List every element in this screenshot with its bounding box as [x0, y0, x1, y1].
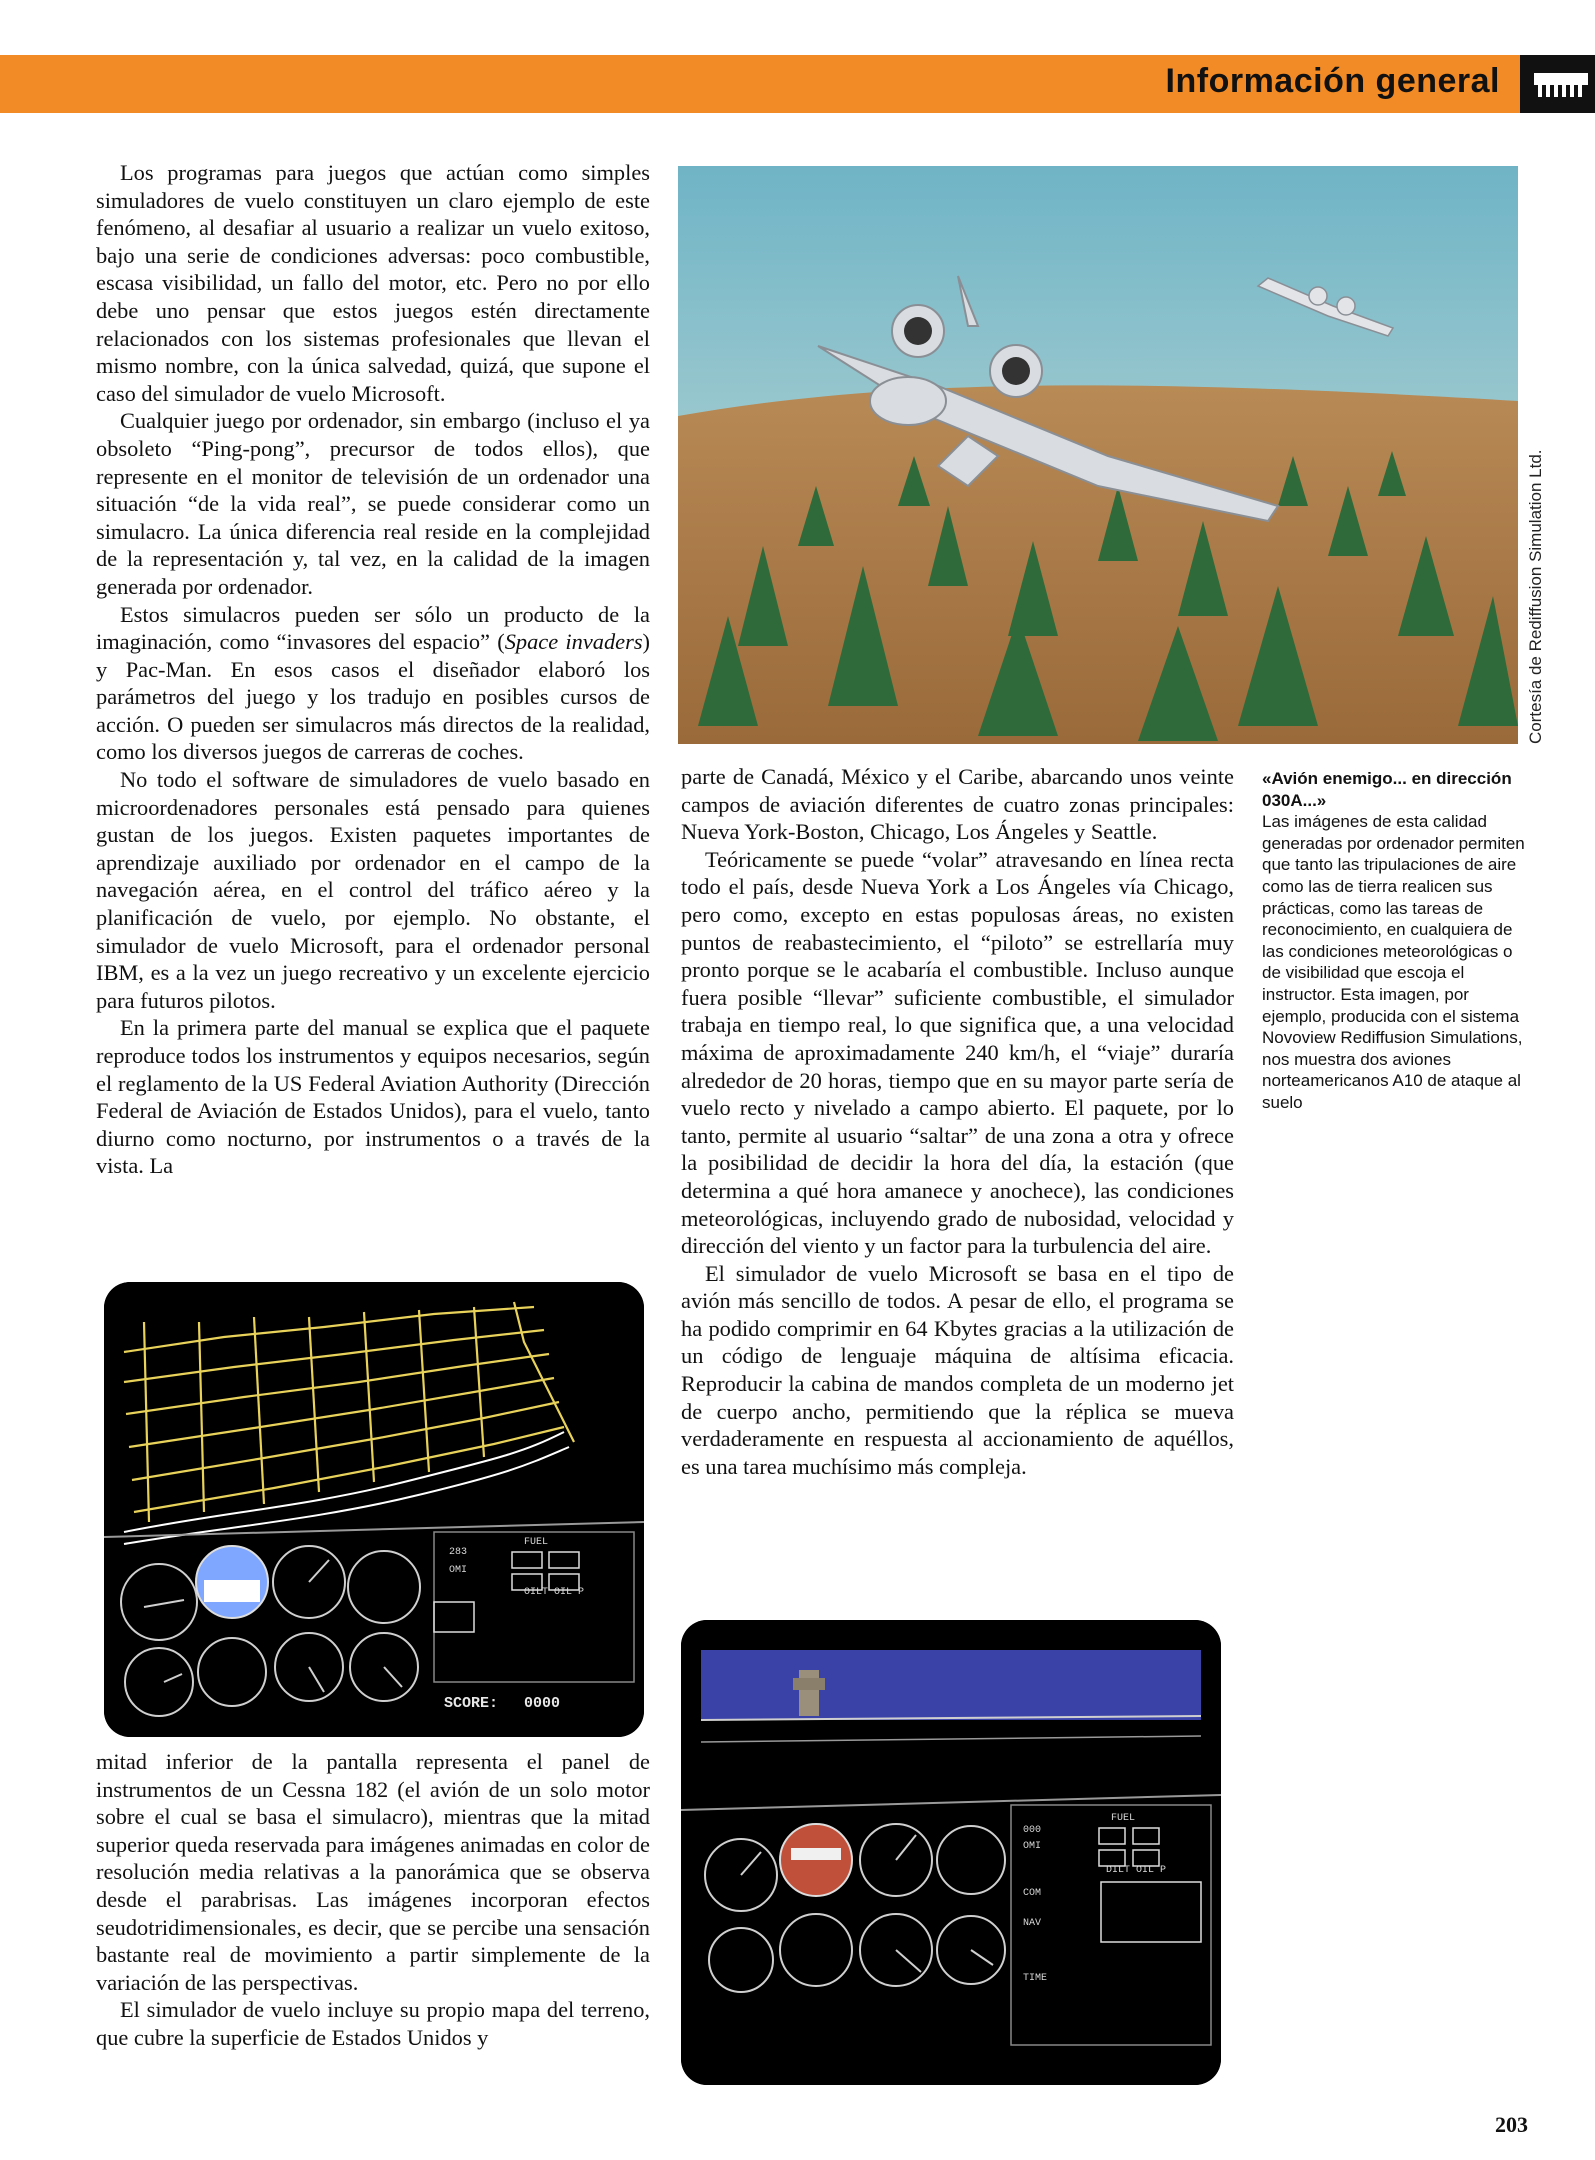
score-value: 0000: [524, 1695, 561, 1712]
paragraph: Teóricamente se puede “volar” atravesando en línea recta todo el país, desde Nueva York a Los Ángeles vía Chicago, pero como, excepto en estas populosas áreas, no existen puntos de reabastecimiento, el “piloto” se estrellaría muy pronto porque se le acabaría el combustible. Incluso aunque fuera posible “llevar” suficiente combustible, el simulador trabaja en tiempo real, lo que significa que, a una velocidad máxima de aproximadamente 240 km/h, el “viaje” duraría alrededor de 20 horas, tiempo que en su mayor parte sería de vuelo recto y nivelado a campo abierto. El paquete, por lo tanto, permite al usuario “saltar” de una zona a otra y ofrece la posibilidad de decidir la hora del día, la estación (que determina a qué hora amanece y anochece), las condiciones meteorológicas, incluyendo grado de nubosidad, velocidad y dirección del viento y un factor para la turbulencia del aire.: [681, 846, 1234, 1259]
page-number: 203: [1495, 2112, 1528, 2137]
score-label: SCORE:: [444, 1695, 499, 1712]
paragraph: El simulador de vuelo incluye su propio mapa del terreno, que cubre la superficie de Estados Unidos y: [96, 1997, 650, 2050]
svg-text:DILT OIL P: DILT OIL P: [1106, 1865, 1167, 1876]
paragraph: Estos simulacros pueden ser sólo un producto de la imaginación, como “invasores del espacio” (Space invaders) y Pac-Man. En esos casos el diseñador elaboró los parámetros del juego y los tradujo en posibles cursos de acción. O pueden ser simulacros más directos de la realidad, como los diversos juegos de carreras de coches.: [96, 601, 651, 765]
svg-text:OILT OIL P: OILT OIL P: [524, 1587, 585, 1598]
caption-body: Las imágenes de esta calidad generadas por ordenador permiten que tanto las tripulaciones de aire como las de tierra realicen sus prácticas, como las tareas de reconocimiento, en cualquiera de las condiciones meteorológicas o de visibilidad que escoja el instructor. Esta imagen, por ejemplo, producida con el sistema Novoview Rediffusion Simulations, nos muestra dos aviones norteamericanos A10 de ataque al suelo: [1262, 812, 1525, 1112]
svg-text:OMI: OMI: [449, 1565, 468, 1576]
paragraph: parte de Canadá, México y el Caribe, abarcando unos veinte campos de aviación diferentes de cuatro zonas principales: Nueva York-Boston, Chicago, Los Ángeles y Seattle.: [681, 764, 1234, 845]
svg-text:283: 283: [449, 1547, 468, 1558]
header-logo: [1520, 55, 1595, 113]
caption-title: «Avión enemigo... en dirección 030A...»: [1262, 769, 1512, 810]
flight-sim-screenshot-runway: [681, 1620, 1221, 2085]
article-column-1: [96, 159, 650, 1180]
svg-text:COM: COM: [1023, 1888, 1042, 1899]
section-title: Información general: [1165, 62, 1500, 100]
a10-simulation-photo: [678, 166, 1518, 744]
svg-text:NAV: NAV: [1023, 1918, 1042, 1929]
svg-text:FUEL: FUEL: [524, 1537, 549, 1548]
paragraph: Los programas para juegos que actúan como simples simuladores de vuelo constituyen un claro ejemplo de este fenómeno, al desafiar al usuario a realizar un vuelo exitoso, bajo una serie de condiciones adversas: poco combustible, escasa visibilidad, un fallo del motor, etc. Pero no por ello debe uno pensar que estos juegos estén directamente relacionados con los sistemas profesionales que llevan el mismo nombre, con la única salvedad, quizá, que supone el caso del simulador de vuelo Microsoft.: [96, 160, 650, 406]
article-column-1-bottom: [96, 1748, 650, 2052]
paragraph: El simulador de vuelo Microsoft se basa en el tipo de avión más sencillo de todos. A pesar de ello, el programa se ha podido comprimir en 64 Kbytes gracias a la utilización de un código de lenguaje máquina de altísima eficacia. Reproducir la cabina de mandos completa de un moderno jet de cuerpo ancho, permitiendo que la réplica se mueva verdaderamente en respuesta al accionamiento de aquéllos, es una tarea muchísimo más compleja.: [681, 1260, 1234, 1479]
paragraph: No todo el software de simuladores de vuelo basado en microordenadores personales está pensado para quienes gustan de los juegos. Existen paquetes importantes de aprendizaje auxiliado por ordenador en el campo de la navegación aérea, en el control del tráfico aéreo y la planificación de vuelo, por ejemplo. No obstante, el simulador de vuelo Microsoft, para el ordenador personal IBM, es a la vez un juego recreativo y un excelente ejercicio para futuros pilotos.: [96, 767, 650, 1013]
paragraph: Cualquier juego por ordenador, sin embargo (incluso el ya obsoleto “Ping-pong”, precursor de todos ellos), que represente en el monitor de televisión de un ordenador una situación “de la vida real”, se puede considerar como un simulacro. La única diferencia real reside en la complejidad de la representación y, tal vez, en la calidad de la imagen generada por ordenador.: [96, 408, 650, 599]
svg-text:TIME: TIME: [1023, 1973, 1048, 1984]
svg-text:FUEL: FUEL: [1111, 1813, 1136, 1824]
photo-caption: [1262, 768, 1532, 1114]
chip-icon: [1532, 69, 1590, 99]
article-column-2: [681, 763, 1234, 1480]
paragraph: mitad inferior de la pantalla representa el panel de instrumentos de un Cessna 182 (el avión de un solo motor sobre el cual se basa el simulacro), mientras que la mitad superior queda reservada para imágenes animadas en color de resolución media relativas a la panorámica que se observa desde el parabrisas. Las imágenes incorporan efectos seudotridimensionales, es decir, que se percibe una sensación bastante real de movimiento a partir simplemente de la variación de las perspectivas.: [96, 1749, 650, 1995]
photo-credit: Cortesía de Rediffusion Simulation Ltd.: [1526, 449, 1545, 744]
svg-text:000: 000: [1023, 1825, 1042, 1836]
flight-sim-screenshot-grid: [104, 1282, 644, 1737]
svg-text:OMI: OMI: [1023, 1841, 1042, 1852]
paragraph: En la primera parte del manual se explica que el paquete reproduce todos los instrumentos y equipos necesarios, según el reglamento de la US Federal Aviation Authority (Dirección Federal de Aviación de Estados Unidos), para el vuelo, tanto diurno como nocturno, por instrumentos o a través de la vista. La: [96, 1015, 650, 1179]
